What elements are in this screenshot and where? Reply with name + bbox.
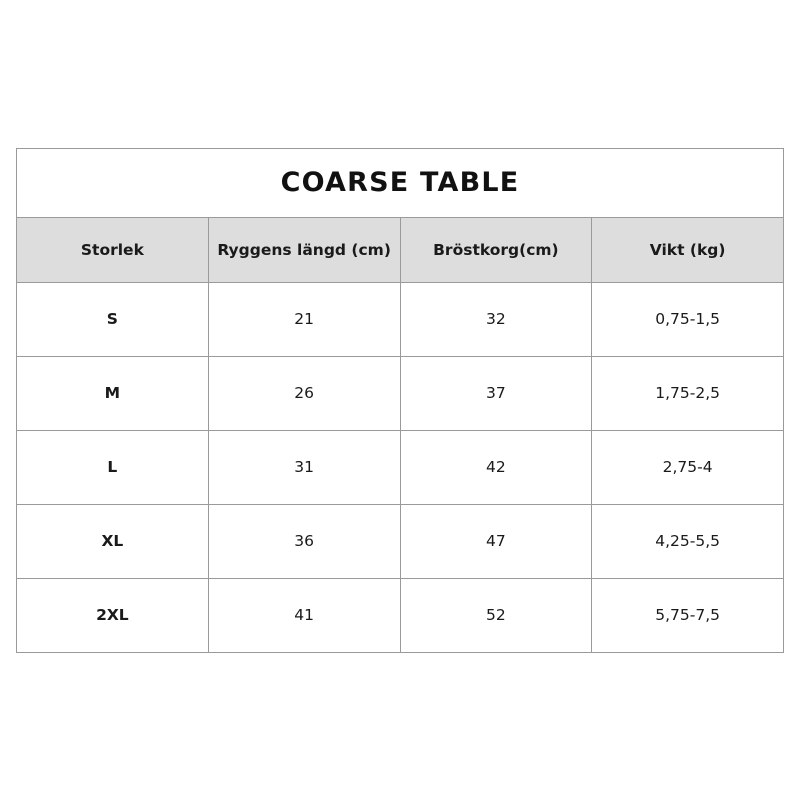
cell-weight: 0,75-1,5 xyxy=(592,282,784,356)
cell-chest: 37 xyxy=(400,356,592,430)
table-row xyxy=(17,504,784,578)
cell-chest: 52 xyxy=(400,578,592,652)
page-title: COARSE TABLE xyxy=(17,148,784,217)
size-chart-container xyxy=(16,148,784,653)
cell-weight: 4,25-5,5 xyxy=(592,504,784,578)
column-header-row xyxy=(17,217,784,282)
cell-back-length: 31 xyxy=(208,430,400,504)
cell-size: M xyxy=(17,356,209,430)
column-header-weight: Vikt (kg) xyxy=(592,217,784,282)
column-header-chest: Bröstkorg(cm) xyxy=(400,217,592,282)
cell-chest: 47 xyxy=(400,504,592,578)
cell-size: 2XL xyxy=(17,578,209,652)
table-row xyxy=(17,430,784,504)
cell-weight: 1,75-2,5 xyxy=(592,356,784,430)
table-head xyxy=(17,148,784,217)
column-header-back-length: Ryggens längd (cm) xyxy=(208,217,400,282)
cell-size: S xyxy=(17,282,209,356)
cell-weight: 2,75-4 xyxy=(592,430,784,504)
title-row xyxy=(17,148,784,217)
cell-back-length: 36 xyxy=(208,504,400,578)
table-body xyxy=(17,282,784,652)
table-row xyxy=(17,578,784,652)
cell-chest: 42 xyxy=(400,430,592,504)
column-header-storlek: Storlek xyxy=(17,217,209,282)
size-chart-table xyxy=(16,148,784,653)
cell-size: L xyxy=(17,430,209,504)
table-row xyxy=(17,282,784,356)
cell-weight: 5,75-7,5 xyxy=(592,578,784,652)
cell-size: XL xyxy=(17,504,209,578)
cell-chest: 32 xyxy=(400,282,592,356)
cell-back-length: 41 xyxy=(208,578,400,652)
table-row xyxy=(17,356,784,430)
cell-back-length: 26 xyxy=(208,356,400,430)
cell-back-length: 21 xyxy=(208,282,400,356)
